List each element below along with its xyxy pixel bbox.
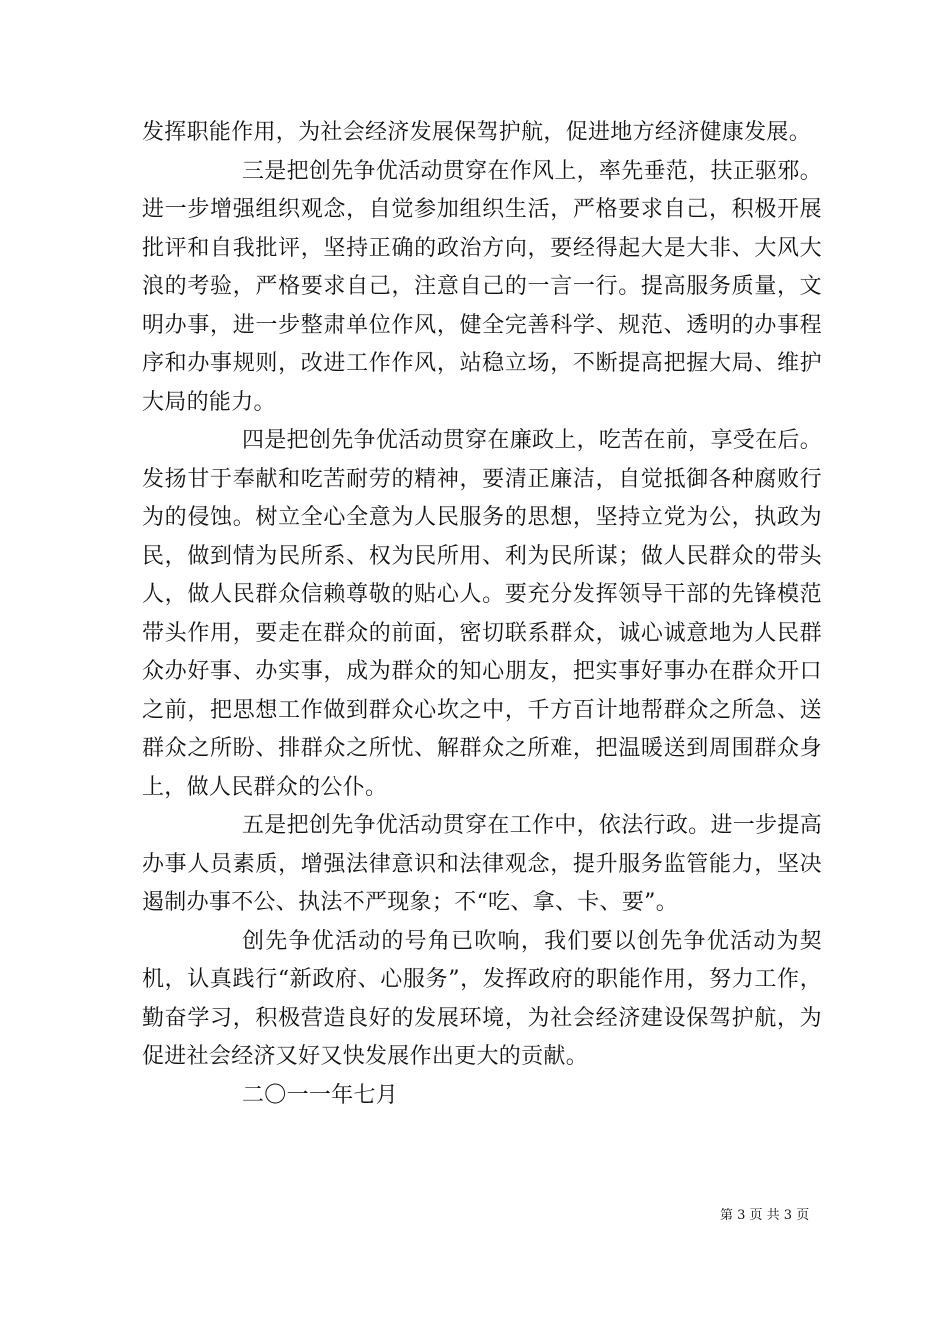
paragraph-conclusion: 创先争优活动的号角已吹响，我们要以创先争优活动为契机，认真践行“新政府、心服务”，发挥政府的职能作用，努力工作，勤奋学习，积极营造良好的发展环境，为社会经济建设保驾护航，为促进社会经济又好又快发展作出更大的贡献。 <box>142 928 822 1069</box>
paragraph-point-three: 三是把创先争优活动贯穿在作风上，率先垂范，扶正驱邪。进一步增强组织观念，自觉参加组织生活，严格要求自己，积极开展批评和自我批评，坚持正确的政治方向，要经得起大是大非、大风大浪的考验，严格要求自己，注意自己的一言一行。提高服务质量，文明办事，进一步整肃单位作风，健全完善科学、规范、透明的办事程序和办事规则，改进工作作风，站稳立场，不断提高把握大局、维护大局的能力。 <box>142 158 822 415</box>
document-date: 二〇一一年七月 <box>242 1082 399 1108</box>
paragraph-point-four: 四是把创先争优活动贯穿在廉政上，吃苦在前，享受在后。发扬甘于奉献和吃苦耐劳的精神，要清正廉洁，自觉抵御各种腐败行为的侵蚀。树立全心全意为人民服务的思想，坚持立党为公，执政为民，做到情为民所系、权为民所用、利为民所谋；做人民群众的带头人，做人民群众信赖尊敬的贴心人。要充分发挥领导干部的先锋模范带头作用，要走在群众的前面，密切联系群众，诚心诚意地为人民群众办好事、办实事，成为群众的知心朋友，把实事好事办在群众开口之前，把思想工作做到群众心坎之中，千方百计地帮群众之所急、送群众之所盼、排群众之所忧、解群众之所难，把温暖送到周围群众身上，做人民群众的公仆。 <box>142 428 822 800</box>
paragraph-continuation: 发挥职能作用，为社会经济发展保驾护航，促进地方经济健康发展。 <box>142 120 812 145</box>
document-body <box>142 114 822 1115</box>
page-number-footer: 第 3 页 共 3 页 <box>720 1208 810 1223</box>
paragraph-point-five: 五是把创先争优活动贯穿在工作中，依法行政。进一步提高办事人员素质，增强法律意识和法律观念，提升服务监管能力，坚决遏制办事不公、执法不严现象；不“吃、拿、卡、要”。 <box>142 813 822 915</box>
